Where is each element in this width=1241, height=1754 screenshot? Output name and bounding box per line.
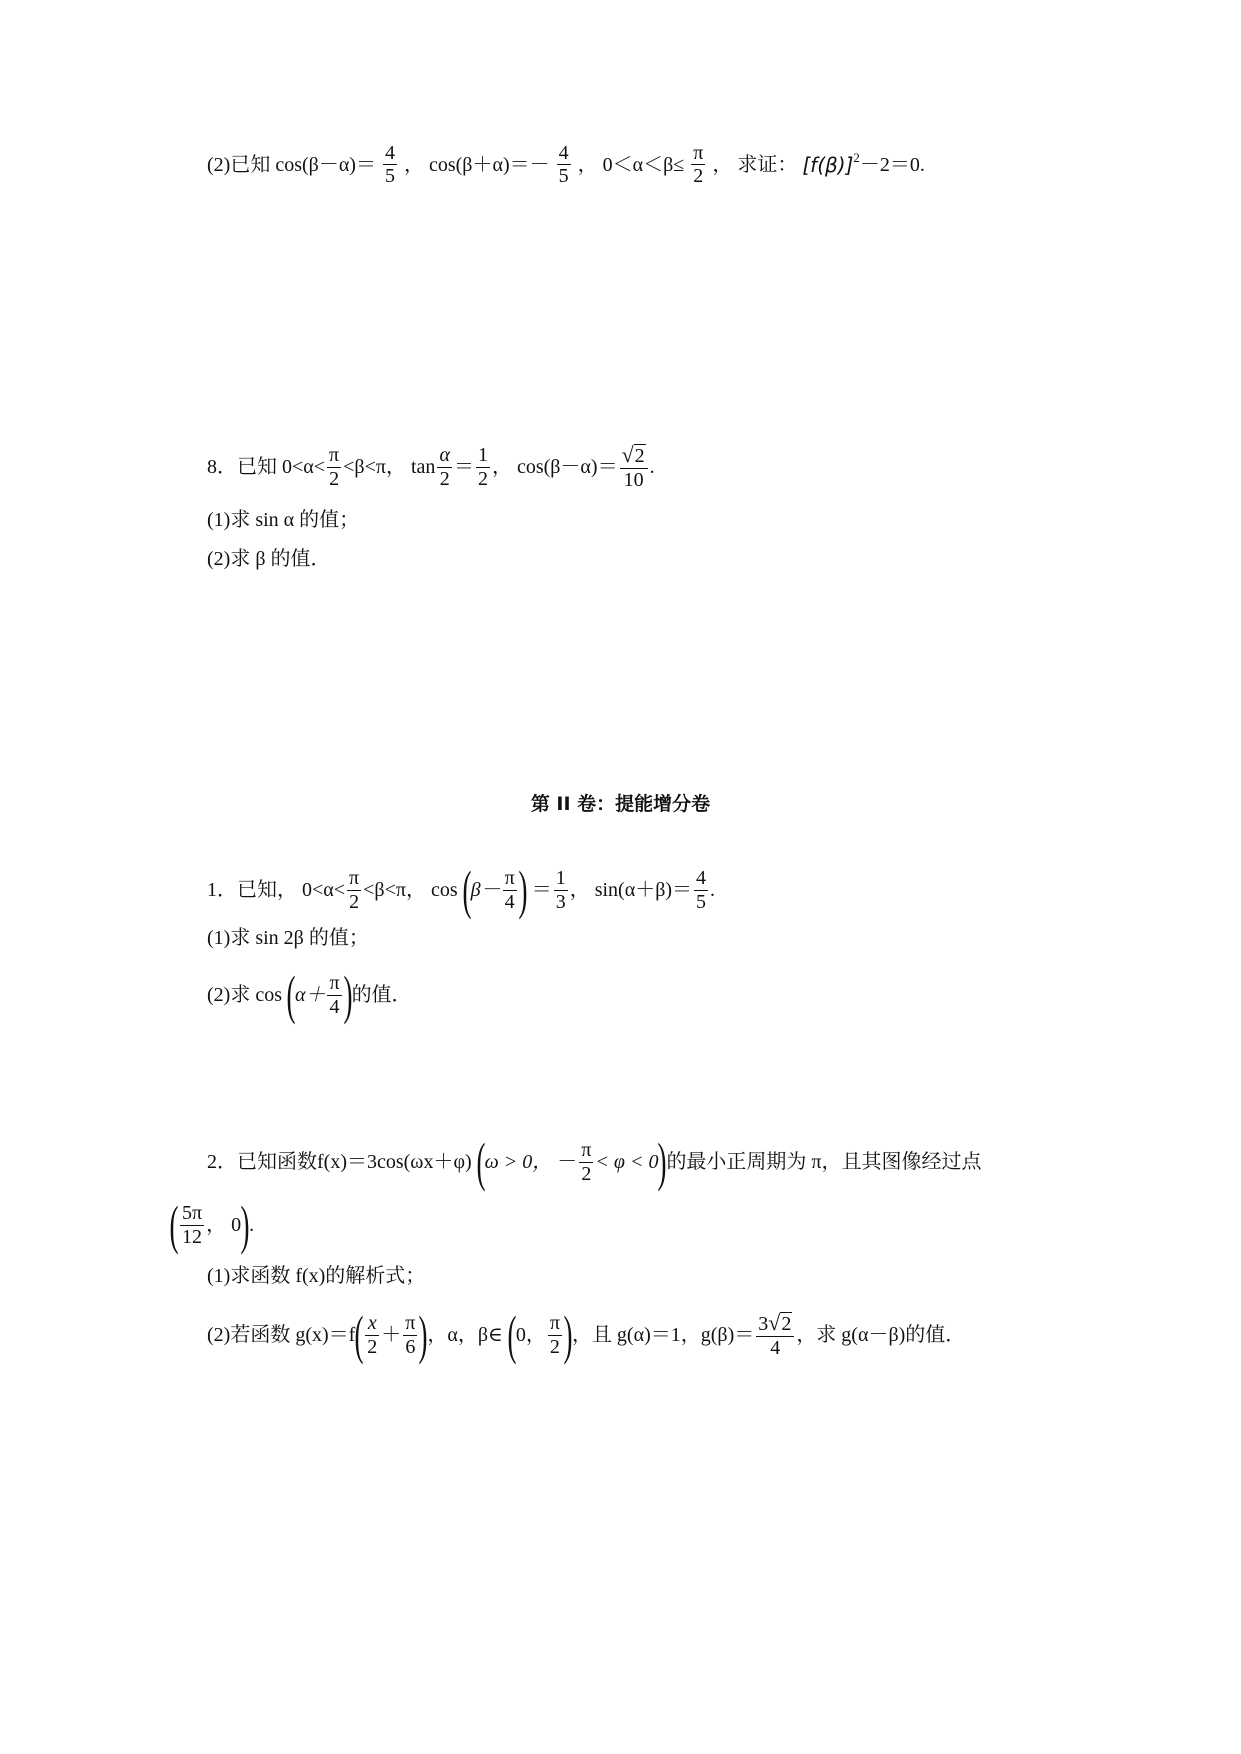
- part2-intro: (2)已知: [207, 153, 271, 176]
- fraction-pi-2: $\frac{\pi}{2}$: [349, 867, 360, 913]
- left-paren: (: [354, 1305, 364, 1365]
- fraction-4-5-b: $\frac{4}{5}$: [558, 142, 569, 188]
- fraction-5pi-12: $\frac{5\pi}{12}$: [181, 1202, 203, 1248]
- fraction-4-5: $\frac{4}{5}$: [696, 867, 707, 913]
- left-paren: (: [286, 965, 296, 1025]
- left-paren: (: [476, 1132, 486, 1192]
- fraction-x-2: $\frac{x}{2}$: [367, 1312, 378, 1358]
- top-question-part2: (2)已知 cos(β－α)＝ $\frac{4}{5}$ ， cos(β＋α)＝－ $\frac{4}{5}$ ， 0＜α＜β≤ $\frac{\pi}{2}$ ， 求证： $[f(\beta)]^2-2=0$.: [207, 142, 925, 188]
- fraction-root2-10: $\frac{√2}{10}$: [620, 443, 648, 491]
- prove-label: 求证：: [737, 153, 798, 176]
- question-1-part1: (1)求 sin 2β 的值；: [207, 927, 369, 949]
- cond-c: 0＜α＜β≤: [602, 153, 685, 176]
- fraction-pi-2: $\frac{\pi}{2}$: [329, 444, 340, 490]
- section-title: 第 II 卷：提能增分卷: [530, 793, 711, 815]
- q1-label: 1．已知，: [207, 879, 297, 901]
- fraction-alpha-2: $\frac{\alpha}{2}$: [439, 444, 450, 490]
- fraction-1-2: $\frac{1}{2}$: [477, 444, 488, 490]
- fraction-pi-2: $\frac{\pi}{2}$: [693, 142, 704, 188]
- right-paren: ): [657, 1132, 667, 1192]
- left-paren: (: [507, 1305, 517, 1365]
- fraction-3root2-4: $\frac{3√2}{4}$: [756, 1311, 794, 1359]
- cond-a: cos(β－α)＝: [275, 153, 376, 176]
- question-1-part2: (2)求 cos (α＋ $\frac{\pi}{4}$ )的值．: [207, 965, 412, 1025]
- left-paren: (: [462, 860, 472, 920]
- question-2-part2: (2)若函数 g(x)＝f( $\frac{x}{2}$ ＋ $\frac{\pi}{6}$ )，α，β∈ (0， $\frac{\pi}{2}$ )，且 g(α)＝1，g(β)＝ $\frac{3√2}{4}$ ，求 g(α－β)的值．: [207, 1305, 966, 1365]
- question-8-part1: (1)求 sin α 的值；: [207, 509, 360, 531]
- fraction-pi-4: $\frac{\pi}{4}$: [504, 867, 515, 913]
- right-paren: ): [563, 1305, 573, 1365]
- q2-function: f(x)＝3cos(ωx＋φ): [317, 1151, 472, 1173]
- fraction-pi-6: $\frac{\pi}{6}$: [405, 1312, 416, 1358]
- q8-label: 8．已知: [207, 456, 277, 479]
- right-paren: ): [343, 965, 353, 1025]
- fraction-pi-4: $\frac{\pi}{4}$: [329, 972, 340, 1018]
- question-2-point: ( $\frac{5\pi}{12}$ ， 0).: [169, 1195, 255, 1255]
- fraction-pi-2: $\frac{\pi}{2}$: [549, 1312, 560, 1358]
- question-1-statement: 1．已知， 0<α< $\frac{\pi}{2}$ <β<π， cos (β－ $\frac{\pi}{4}$ ) ＝ $\frac{1}{3}$ ， sin(α＋β)＝ $\frac{4}{5}$ .: [207, 860, 716, 920]
- right-paren: ): [518, 860, 528, 920]
- right-paren: ): [240, 1195, 250, 1255]
- question-2-part1: (1)求函数 f(x)的解析式；: [207, 1265, 426, 1287]
- fraction-1-3: $\frac{1}{3}$: [555, 867, 566, 913]
- sqrt-2: √2: [768, 1309, 792, 1335]
- question-2-statement: 2．已知函数f(x)＝3cos(ωx＋φ) (ω > 0， － $\frac{\pi}{2}$ < φ < 0)的最小正周期为 π，且其图像经过点: [207, 1132, 982, 1192]
- q2-label: 2．已知函数: [207, 1151, 317, 1173]
- prove-tail: －2＝0.: [859, 153, 925, 176]
- fraction-pi-2: $\frac{\pi}{2}$: [581, 1139, 592, 1185]
- right-paren: ): [418, 1305, 428, 1365]
- question-8-part2: (2)求 β 的值．: [207, 548, 331, 570]
- sqrt-2: √2: [621, 442, 645, 467]
- f-beta: [f(β)]: [802, 152, 854, 177]
- cond-b: cos(β＋α)＝－: [428, 153, 550, 176]
- question-8-statement: 8．已知 0<α< $\frac{\pi}{2}$ <β<π， tan $\frac{\alpha}{2}$ ＝ $\frac{1}{2}$ ， cos(β－α)＝ $\frac{√2}{10}$ .: [207, 442, 655, 491]
- left-paren: (: [169, 1195, 179, 1255]
- fraction-4-5: $\frac{4}{5}$: [384, 142, 395, 188]
